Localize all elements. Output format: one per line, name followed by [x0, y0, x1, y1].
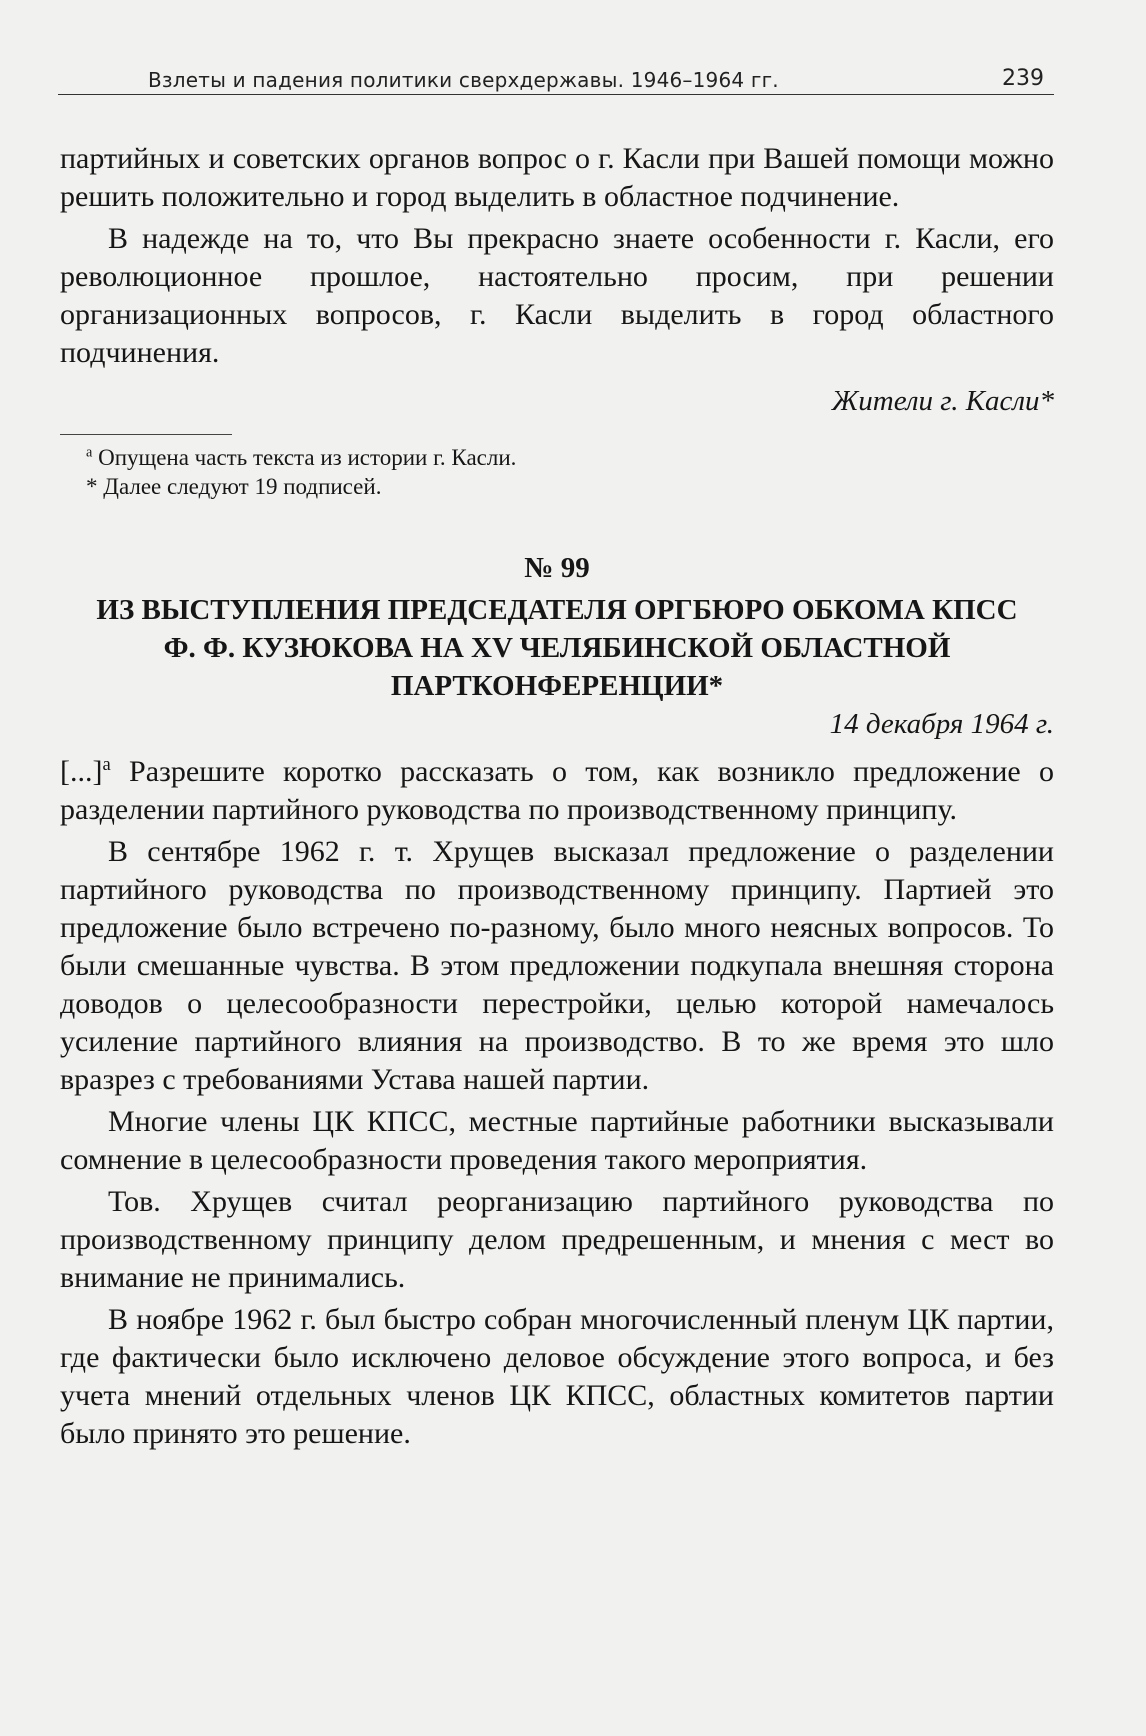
- paragraph: Тов. Хрущев считал реорганизацию партийного руководства по производственному принципу делом предрешенным, и мнения с мест во внимание не принимались.: [60, 1185, 1054, 1294]
- omission-marker: [...]: [60, 755, 103, 788]
- document-title: [60, 591, 1054, 705]
- document-date: 14 декабря 1964 г.: [829, 708, 1054, 740]
- document-title-line: ПАРТКОНФЕРЕНЦИИ*: [390, 670, 724, 702]
- paragraph: В сентябре 1962 г. т. Хрущев высказал предложение о разделении партийного руководства по производственному принципу. Партией это предложение было встречено по-разному, было много неясных вопросов. То были смешанные чувства. В этом предложении подкупала внешняя сторона доводов о целесообразности перестройки, целью которой намечалось усиление партийного влияния на производство. В то же время это шло вразрез с требованиями Устава нашей партии.: [60, 835, 1054, 1096]
- paragraph: В надежде на то, что Вы прекрасно знаете особенности г. Касли, его революционное прошлое, настоятельно просим, при решении организационных вопросов, г. Касли выделить в город областного подчинения.: [60, 222, 1054, 369]
- paragraph: В ноябре 1962 г. был быстро собран многочисленный пленум ЦК партии, где фактически было исключено деловое обсуждение этого вопроса, и без учета мнений отдельных членов ЦК КПСС, областных комитетов партии было принято это решение.: [60, 1303, 1054, 1450]
- footnote-a: [60, 443, 1054, 472]
- signature: Жители г. Касли*: [831, 385, 1054, 417]
- running-header: [58, 60, 1058, 96]
- paragraph-text: Разрешите коротко рассказать о том, как возникло предложение о разделении партийного руководства по производственному принципу.: [60, 755, 1054, 826]
- paragraph: [60, 753, 1054, 829]
- document-title-line: Ф. Ф. КУЗЮКОВА НА XV ЧЕЛЯБИНСКОЙ ОБЛАСТНОЙ: [163, 632, 951, 664]
- paragraph-continued: партийных и советских органов вопрос о г. Касли при Вашей помощи можно решить положительно и город выделить в областное подчинение.: [60, 142, 1054, 213]
- header-rule: [58, 94, 1054, 95]
- footnote-a-mark: а: [86, 444, 93, 461]
- document-title-line: ИЗ ВЫСТУПЛЕНИЯ ПРЕДСЕДАТЕЛЯ ОРГБЮРО ОБКОМА КПСС: [96, 594, 1018, 626]
- paragraph: Многие члены ЦК КПСС, местные партийные работники высказывали сомнение в целесообразности проведения такого мероприятия.: [60, 1105, 1054, 1176]
- footnotes: [60, 443, 1054, 501]
- footnote-a-text: Опущена часть текста из истории г. Касли.: [98, 445, 517, 470]
- document-number: № 99: [524, 552, 590, 584]
- footnote-star: * Далее следуют 19 подписей.: [86, 474, 382, 499]
- running-title: Взлеты и падения политики сверхдержавы. 1946–1964 гг.: [148, 68, 779, 92]
- text-column: [60, 140, 1054, 1453]
- page-number: 239: [1002, 66, 1044, 91]
- omission-footnote-mark: а: [102, 754, 111, 775]
- footnote-rule: [60, 434, 232, 435]
